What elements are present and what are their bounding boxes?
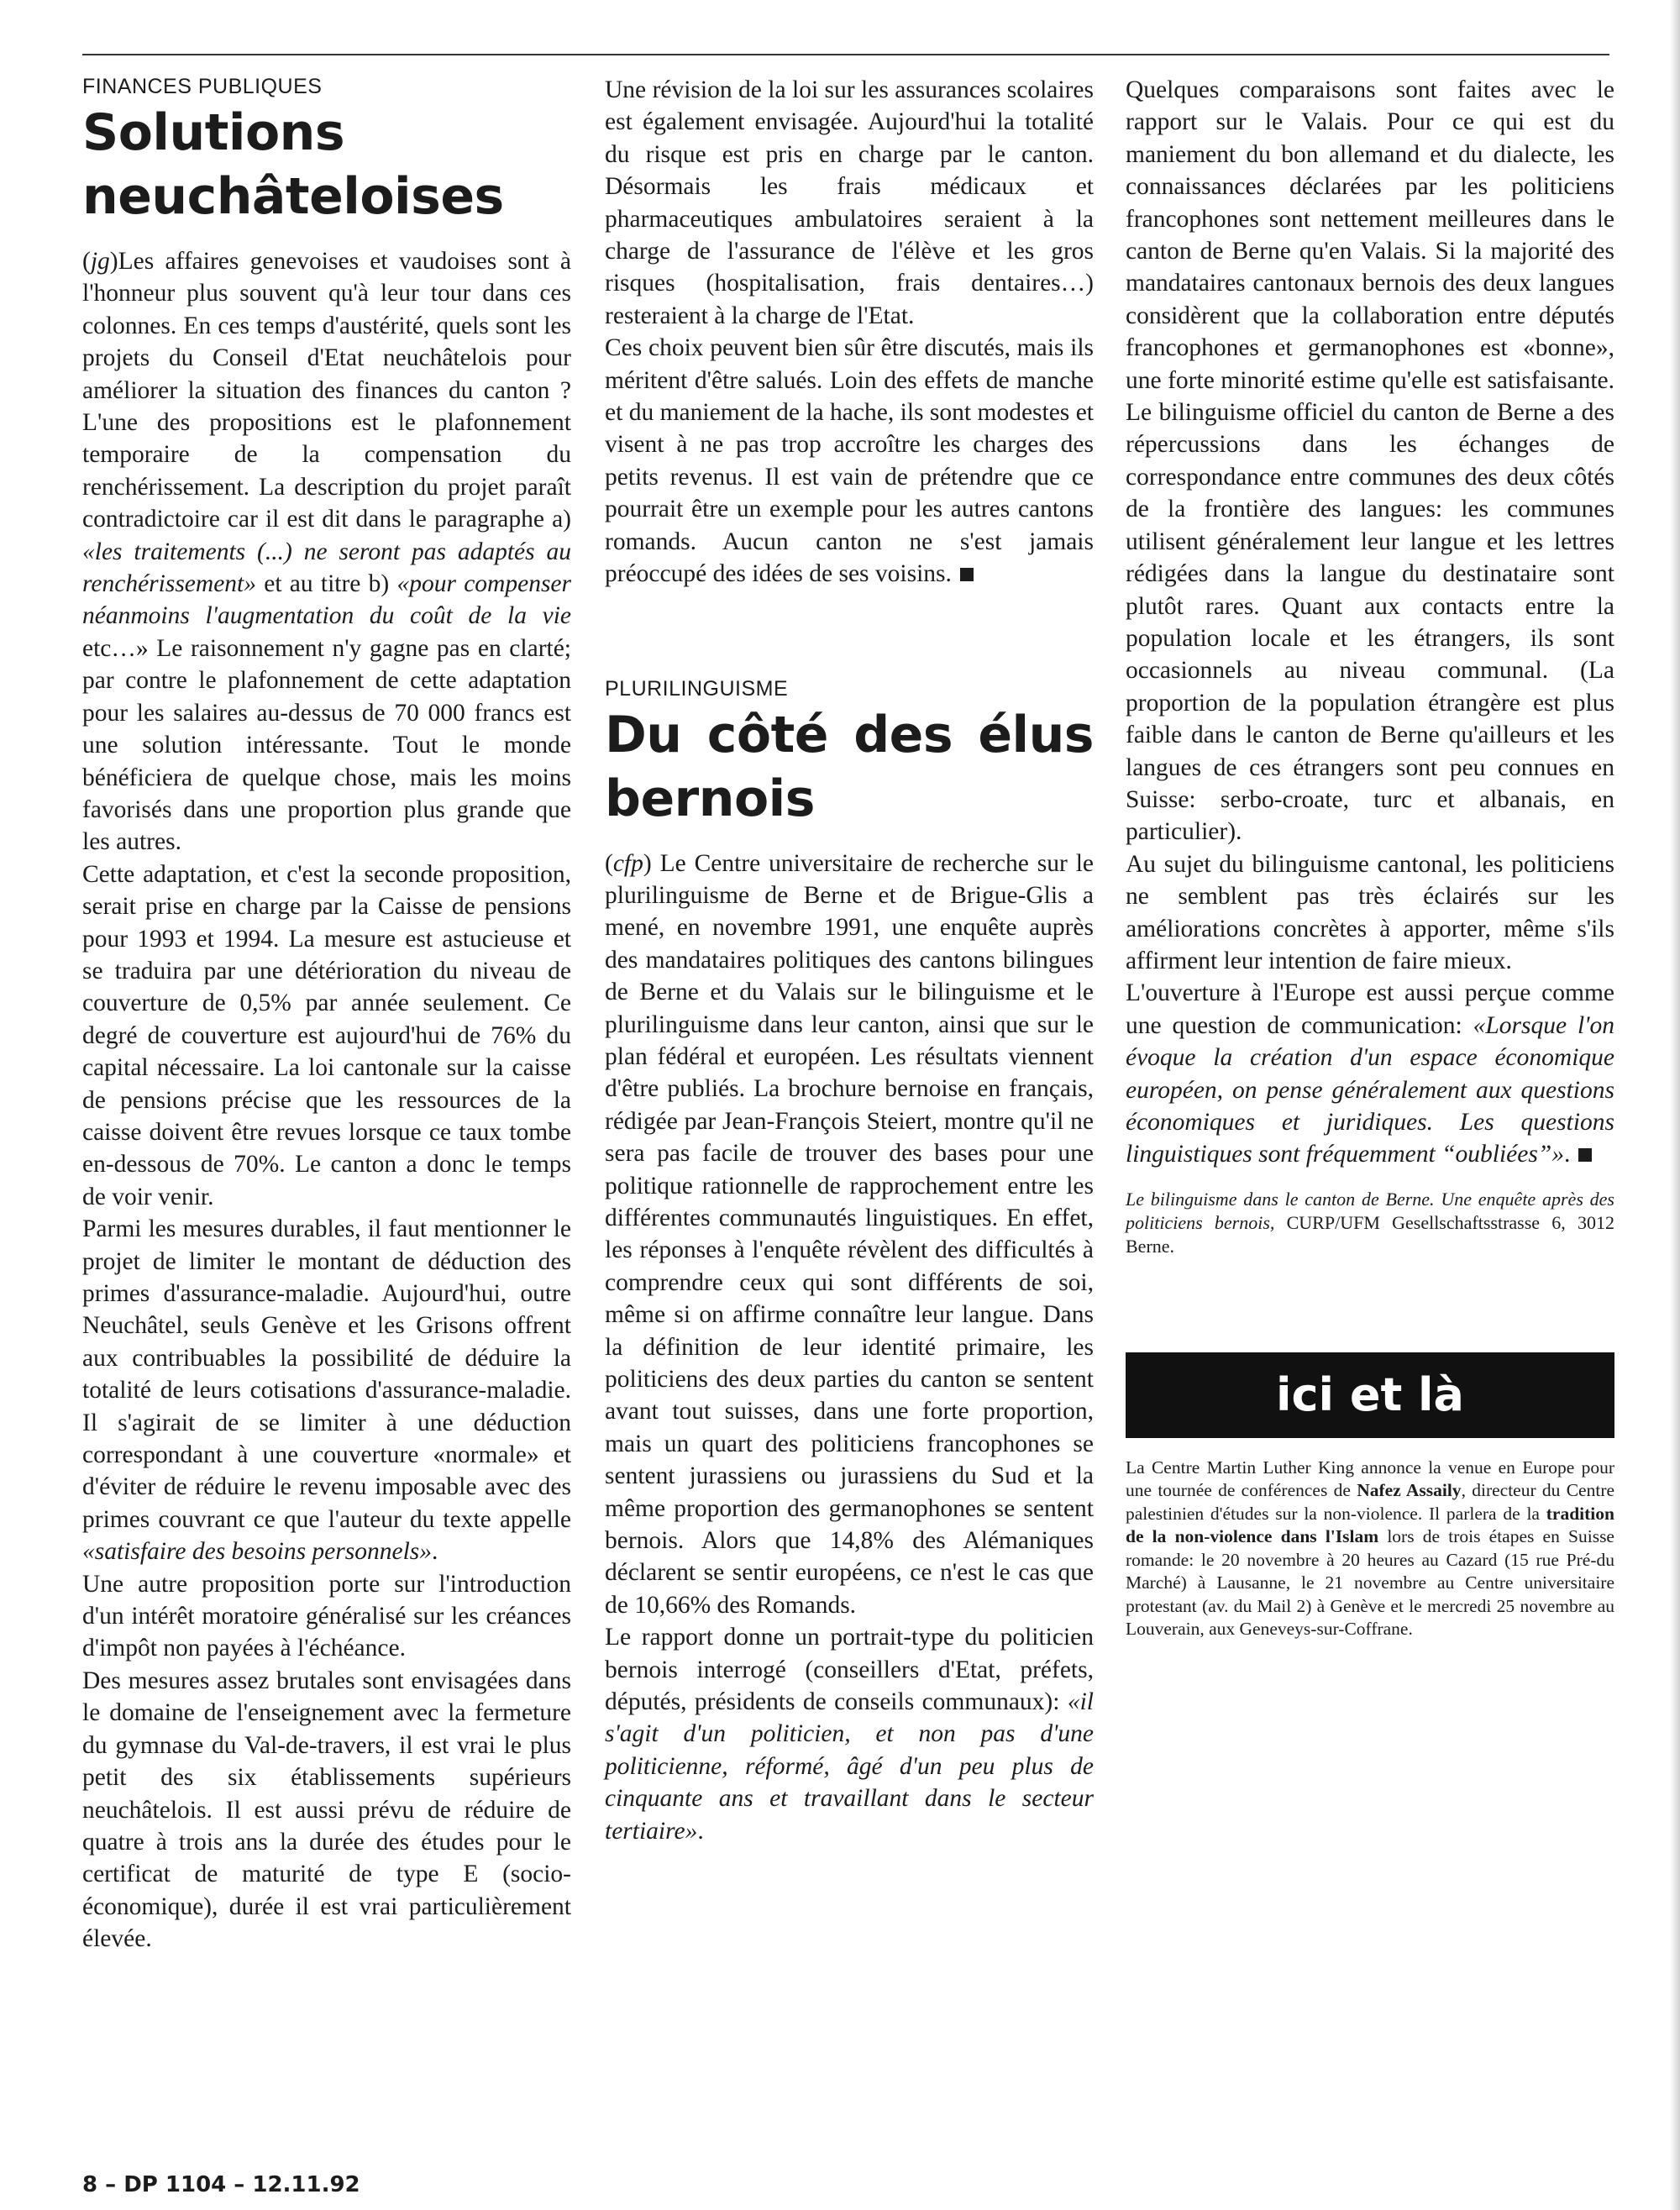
bold-span: Nafez Assaily: [1357, 1480, 1462, 1501]
article1-paragraph: Cette adaptation, et c'est la seconde proposition, serait prise en charge par la Caisse de pensions pour 1993 et 1994. La mesure est astucieuse et se traduira par une détérioration du niveau de couverture de 0,5% par année seulement. Ce degré de couverture est aujourd'hui de 76% du capital nécessaire. La loi cantonale sur la caisse de pensions précise que les ressources de la caisse doivent être revues lorsque ce taux tombe en-dessous de 70%. Le canton a donc le temps de voir venir.: [82, 860, 571, 1210]
article1-paragraph: Ces choix peuvent bien sûr être discutés, mais ils méritent d'être salués. Loin des effets de manche et du maniement de la hache, ils sont modestes et visent à ne pas trop accroître les charges des petits revenus. Il est vain de prétendre que ce pourrait être un exemple pour les autres cantons romands. Aucun canton ne s'est jamais préoccupé des idées de ses voisins.: [605, 334, 1094, 588]
credit-title: Le bilinguisme dans le canton de Berne. Une enquête après des politiciens bernois,: [1126, 1188, 1614, 1233]
page-edge-shadow: [1670, 0, 1680, 2210]
sidebar-title: ici et là: [1126, 1352, 1614, 1438]
article1-paragraph: Parmi les mesures durables, il faut mentionner le projet de limiter le montant de déduction des primes d'assurance-maladie. Aujourd'hui, outre Neuchâtel, seuls Genève et les Grisons offrent aux contribuables la possibilité de déduire la totalité de leurs cotisations d'assurance-maladie. Il s'agirait de se limiter à une déduction correspondant à une couverture «normale» et d'éviter de réduire le revenu imposable avec des primes couvrant ce que l'auteur du texte appelle «satisfaire des besoins personnels».: [82, 1215, 571, 1566]
article2-headline: Du côté des élus bernois: [605, 705, 1094, 828]
article1-kicker: FINANCES PUBLIQUES: [82, 75, 323, 98]
article2-kicker: PLURILINGUISME: [605, 676, 789, 701]
article2-paragraph: L'ouverture à l'Europe est aussi perçue comme une question de communication: «Lorsque l'on évoque la création d'un espace économique européen, on pense généralement aux questions économiques et juridiques. Les questions linguistiques sont fréquemment “oubliées”».: [1126, 979, 1614, 1168]
article2-paragraph: Quelques comparaisons sont faites avec le rapport sur le Valais. Pour ce qui est du maniement du bon allemand et du dialecte, les connaissances déclarées par les politiciens francophones sont nettement meilleures dans le canton de Berne qu'en Valais. Si la majorité des mandataires cantonaux bernois des deux langues considèrent que la collaboration entre députés francophones et germanophones est «bonne», une forte minorité estime qu'elle est satisfaisante. Le bilinguisme officiel du canton de Berne a des répercussions dans les échanges de correspondance entre communes des deux côtés de la frontière des langues: les communes utilisent généralement leur langue et les lettres rédigées dans la langue du destinataire sont plutôt rares. Quant aux contacts entre la population locale et les étrangers, ils sont occasionnels au niveau communal. (La proportion de la population étrangère est plus faible dans le canton de Berne qu'ailleurs et les langues de ces étrangers sont peu connues en Suisse: serbo-croate, turc et albanais, en particulier).: [1126, 76, 1614, 846]
end-mark-icon: [960, 568, 974, 581]
italic-span: «Lorsque l'on évoque la création d'un espace économique européen, on pense généralement aux questions économiques et juridiques. Les questions linguistiques sont fréquemment “oubliées”»: [1126, 1011, 1614, 1168]
end-mark-icon: [1578, 1148, 1592, 1162]
column-2: [605, 74, 1094, 1847]
page-footer: 8 – DP 1104 – 12.11.92: [82, 2172, 360, 2197]
article1-paragraph: Une révision de la loi sur les assurances scolaires est également envisagée. Aujourd'hui la totalité du risque est pris en charge par le canton. Désormais les frais médicaux et pharmaceutiques ambulatoires seraient à la charge de l'assurance de l'élève et les gros risques (hospitalisation, frais dentaires…) resteraient à la charge de l'Etat.: [605, 76, 1094, 329]
article2-paragraph: Le rapport donne un portrait-type du politicien bernois interrogé (conseillers d'Etat, préfets, députés, présidents de conseils communaux): «il s'agit d'un politicien, et non pas d'une politicienne, réformé, âgé d'un peu plus de cinquante ans et travaillant dans le secteur tertiaire».: [605, 1624, 1094, 1845]
column-1: [82, 74, 571, 1955]
article1-paragraph: Une autre proposition porte sur l'introduction d'un intérêt moratoire généralisé sur les créances d'impôt non payées à l'échéance.: [82, 1570, 571, 1662]
italic-span: jg: [90, 248, 110, 275]
italic-span: «il s'agit d'un politicien, et non pas d'une politicienne, réformé, âgé d'un peu plus de cinquante ans et travaillant dans le secteur tertiaire»: [605, 1688, 1094, 1845]
column-3: [1126, 74, 1614, 1641]
article1-headline: Solutions neuchâteloises: [82, 103, 504, 226]
article2-paragraph: (cfp) Le Centre universitaire de recherche sur le plurilinguisme de Berne et de Brigue-Glis a mené, en novembre 1991, une enquête auprès des mandataires politiques des cantons bilingues de Berne et du Valais sur le bilinguisme et le plurilinguisme dans leur canton, ainsi que sur le plan fédéral et européen. Les résultats viennent d'être publiés. La brochure bernoise en français, rédigée par Jean-François Steiert, montre qu'il ne sera pas facile de trouver des bases pour une politique rationnelle de rapprochement entre les différentes communautés linguistiques. En effet, les réponses à l'enquête révèlent des difficultés à comprendre ceux qui sont différents de soi, même si on affirme connaître leur langue. Dans la définition de leur identité primaire, les politiciens des deux parties du canton se sentent avant tout suisses, dans une forte proportion, mais un quart des politiciens francophones se sentent jurassiens ou jurassiens du Sud et la même proportion des germanophones se sentent bernois. Alors que 14,8% des Alémaniques déclarent se sentir européens, ce n'est le cas que de 10,66% des Romands.: [605, 849, 1094, 1619]
italic-span: «les traitements (...) ne seront pas adaptés au renchérissement»: [82, 538, 571, 598]
article1-paragraph: Des mesures assez brutales sont envisagées dans le domaine de l'enseignement avec la fermeture du gymnase du Val-de-travers, il est vrai le plus petit des six établissements supérieurs neuchâtelois. Il est aussi prévu de réduire de quatre à trois ans la durée des études pour le certificat de maturité de type E (socio-économique), durée il est vrai particulièrement élevée.: [82, 1667, 571, 1953]
top-rule: [82, 54, 1609, 55]
italic-span: cfp: [612, 849, 643, 877]
article2-paragraph: Au sujet du bilinguisme cantonal, les politiciens ne semblent pas très éclairés sur les améliorations concrètes à apporter, même s'ils affirment leur intention de faire mieux.: [1126, 850, 1614, 974]
sidebar-text: La Centre Martin Luther King annonce la venue en Europe pour une tournée de conférences de Nafez Assaily, directeur du Centre palestinien d'études sur la non-violence. Il parlera de la tradition de la non-violence dans l'Islam lors de trois étapes en Suisse romande: le 20 novembre à 20 heures au Cazard (15 rue Pré-du Marché) à Lausanne, le 21 novembre au Centre universitaire protestant (av. du Mail 2) à Genève et le mercredi 25 novembre au Louverain, aux Geneveys-sur-Coffrane.: [1126, 1457, 1615, 1640]
article1-paragraph: (jg)Les affaires genevoises et vaudoises sont à l'honneur plus souvent qu'à leur tour dans ces colonnes. En ces temps d'austérité, quels sont les projets du Conseil d'Etat neuchâtelois pour améliorer la situation des finances du canton ? L'une des propositions est le plafonnement temporaire de la compensation du renchérissement. La description du projet paraît contradictoire car il est dit dans le paragraphe a) «les traitements (...) ne seront pas adaptés au renchérissement» et au titre b) «pour compenser néanmoins l'augmentation du coût de la vie etc…» Le raisonnement n'y gagne pas en clarté; par contre le plafonnement de cette adaptation pour les salaires au-dessus de 70 000 francs est une solution intéressante. Tout le monde bénéficiera de quelque chose, mais les moins favorisés dans une proportion plus grande que les autres.: [82, 248, 571, 856]
article2-credit: [1126, 1188, 1614, 1258]
italic-span: «satisfaire des besoins personnels»: [82, 1538, 432, 1566]
italic-span: «pour compenser néanmoins l'augmentation du coût de la vie: [82, 570, 571, 630]
credit-rest: CURP/UFM Gesellschaftsstrasse 6, 3012 Berne.: [1126, 1211, 1615, 1257]
bold-span: tradition de la non-violence dans l'Islam: [1126, 1503, 1614, 1547]
